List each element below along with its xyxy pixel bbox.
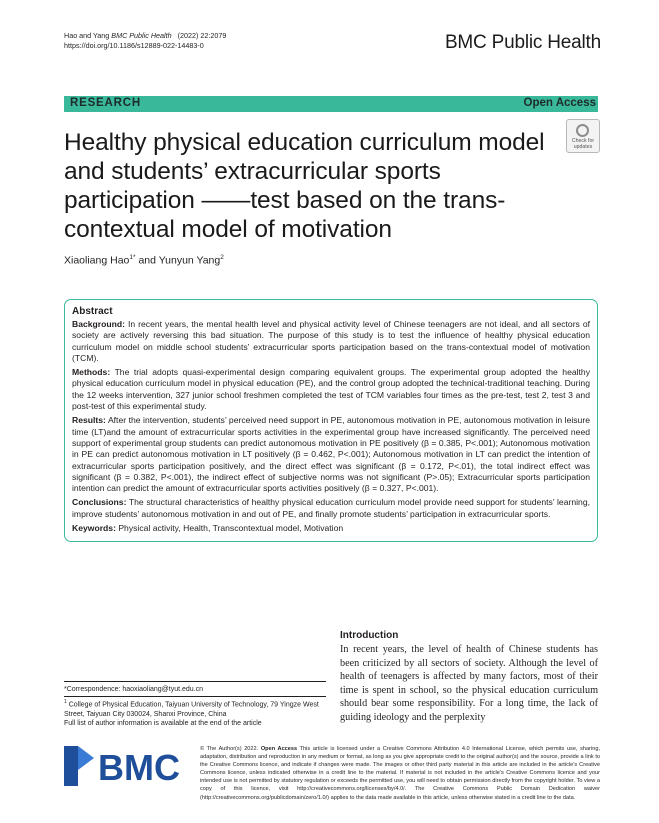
footnote-divider: [64, 681, 326, 682]
citation-block: [64, 31, 226, 51]
abstract-conclusions: [72, 497, 590, 520]
section-label: Keywords:: [72, 523, 116, 534]
section-bar: [64, 96, 598, 112]
update-ring-icon: [576, 124, 589, 137]
abstract-background: [72, 319, 590, 364]
copyright-lead: © The Author(s) 2022.: [200, 746, 259, 752]
abstract-keywords: [72, 523, 590, 534]
more-author-info: Full list of author information is available at the end of the article: [64, 719, 262, 727]
abstract-results: [72, 415, 590, 494]
section-label: Results:: [72, 415, 106, 426]
check-updates-text: Check for updates: [571, 138, 595, 150]
introduction-heading: Introduction: [340, 630, 399, 641]
check-for-updates-badge[interactable]: [566, 119, 600, 153]
section-label: Methods:: [72, 367, 111, 378]
affiliation-text: College of Physical Education, Taiyuan University of Technology, 79 Yingze West Street, Taiyuan City 030024, Shanxi Province, China: [64, 701, 319, 718]
author-joiner: and: [135, 254, 159, 267]
citation-journal: BMC Public Health: [111, 31, 172, 40]
citation-authors: Hao and Yang: [64, 31, 110, 40]
abstract-heading: Abstract: [72, 306, 113, 317]
author-list: [64, 254, 224, 267]
logo-chevron: [78, 746, 94, 770]
section-text: After the intervention, students’ perceived need support in PE, autonomous motivation in PE, autonomous motivation in leisure time (LT)and the amount of extracurricular sports activities in the experimental group have increased significantly. The perceived need support of experimental group students can predict autonomous motivation in PE positively (β = 0.385, P<.001); Autonomous motivation in PE can predict autonomous motivation in LT positively (β = 0.462, P<.001); Autonomous motivation in LT can predict the intention of extracurricular sports participation positively, and the direct effect was significant (β = 0.172, P<.01), the total indirect effect was significant (β = 0.382, P<.001), the indirect effect of subjective norms was not significant (P>.05); Extracurricular sports participation intention can predict the amount of extracurricular sports activities positively (β = 0.327, P<.001).: [72, 415, 590, 494]
author-name: Yunyun Yang: [158, 254, 221, 267]
author-affiliation-sup: 1*: [129, 254, 136, 261]
correspondence-note: *Correspondence: haoxiaoliang@tyut.edu.cn: [64, 686, 204, 693]
abstract-methods: [72, 367, 590, 412]
author-affiliation-sup: 2: [220, 254, 224, 261]
section-text: In recent years, the mental health level and physical activity level of Chinese teenagers are not ideal, and all sectors of society are actively reversing this bad situation. The purpose of this study is to test the influence of healthy physical education curriculum model on middle school students’ extracurricular sports participation based on the trans-contextual model of motivation (TCM).: [72, 319, 591, 363]
section-text: Physical activity, Health, Transcontextual model, Motivation: [118, 523, 344, 534]
section-label: Conclusions:: [72, 497, 127, 508]
introduction-text: In recent years, the level of health of Chinese students has been criticized by all sectors of society. Although the level of health of teenagers is affected by many factors, most of their time is spent in school, so the physical education curriculum should bear some responsibility. For a long time, the lack of guiding ideology and the perplexity: [340, 644, 598, 723]
logo-text: BMC: [98, 747, 180, 788]
abstract-box: [64, 299, 598, 542]
article-type-label: RESEARCH: [70, 97, 141, 109]
article-title: Healthy physical education curriculum model and students’ extracurricular sports participation ——test based on the trans-contextual model of motivation: [64, 129, 545, 243]
logo-block: [64, 746, 78, 786]
citation-line: [64, 31, 226, 41]
bmc-logo: [64, 744, 188, 788]
journal-name: BMC Public Health: [444, 32, 601, 53]
section-label: Background:: [72, 319, 125, 329]
license-text: [200, 745, 600, 802]
open-access-bold: Open Access: [260, 746, 298, 752]
open-access-label: Open Access: [523, 97, 596, 109]
section-text: The structural characteristics of healthy physical education curriculum model provide need support for students’ learning, improve students’ autonomous motivation in and out of PE, and finally promote students’ participation in extracurricular sports.: [72, 497, 590, 519]
citation-volume: (2022) 22:2079: [177, 31, 227, 40]
section-text: The trial adopts quasi-experimental design comparing equivalent groups. The experimental group adopted the healthy physical education curriculum model in physical education (PE), and the control group adopted the technical-traditional teaching. During the 12 weeks intervention, 327 junior school freshmen completed the test of TCM variables four times as the pre-test, test 2, test 3 and post-test of this experimental study.: [72, 367, 591, 412]
footnote-divider: [64, 696, 326, 697]
license-body: This article is licensed under a Creative Commons Attribution 4.0 International License, which permits use, sharing, adaptation, distribution and reproduction in any medium or format, as long as you give appropriate credit to the original author(s) and the source, provide a link to the Creative Commons licence, and indicate if changes were made. The images or other third party material in this article are included in the article’s Creative Commons licence, unless indicated otherwise in a credit line to the material. If material is not included in the article’s Creative Commons licence and your intended use is not permitted by statutory regulation or exceeds the permitted use, you will need to obtain permission directly from the copyright holder. To view a copy of this licence, visit http://creativecommons.org/licenses/by/4.0/. The Creative Commons Public Domain Dedication waiver (http://creativecommons.org/publicdomain/zero/1.0/) applies to the data made available in this article, unless otherwise stated in a credit line to the data.: [200, 746, 600, 801]
affiliation-note: [64, 698, 326, 728]
author-name: Xiaoliang Hao: [64, 254, 130, 267]
affiliation-sup: 1: [64, 699, 67, 705]
doi-link[interactable]: https://doi.org/10.1186/s12889-022-14483-0: [64, 41, 204, 50]
